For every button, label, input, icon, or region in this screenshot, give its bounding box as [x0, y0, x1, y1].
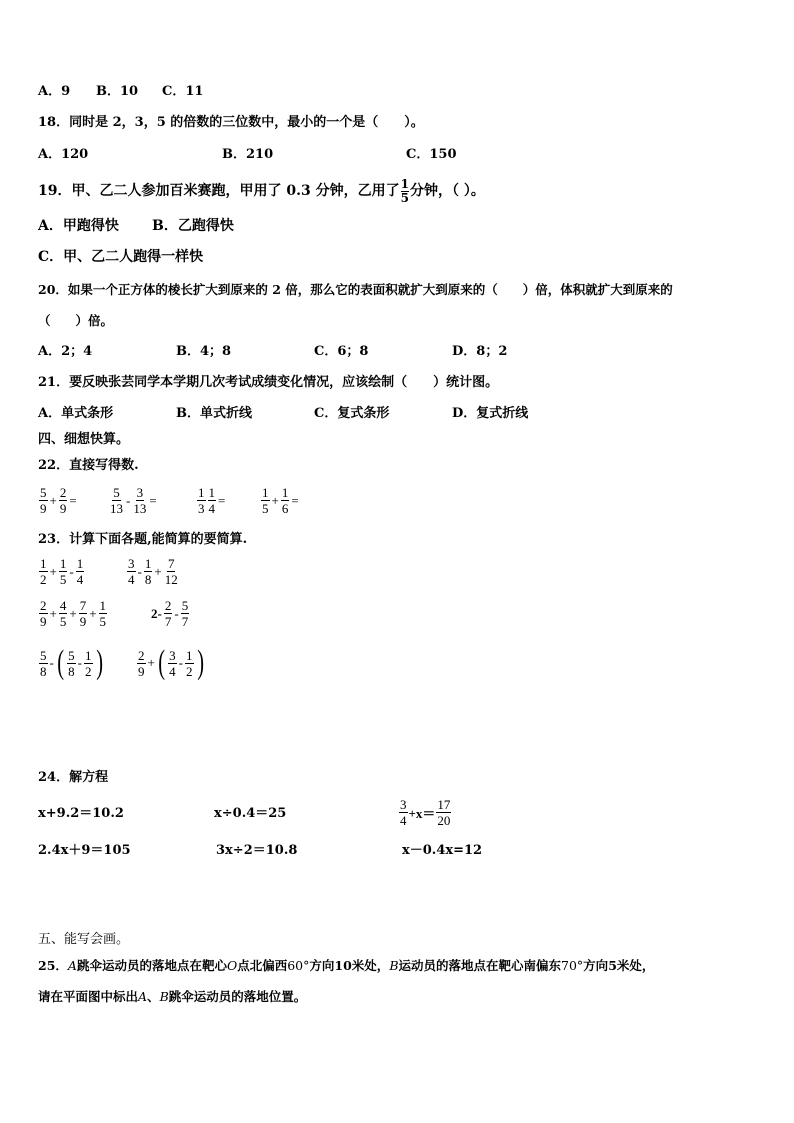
- equation: x÷0.4＝25: [214, 806, 287, 821]
- section-heading: 五、能写会画。: [38, 932, 130, 947]
- question-19-text-end: 分钟，（ ）。: [409, 183, 485, 199]
- question-25: 25．A跳伞运动员的落地点在靶心O点北偏西60°方向10米处，B运动员的落地点在靶心南偏东70°方向5米处，: [38, 958, 655, 973]
- question-24: 24．解方程: [38, 770, 109, 785]
- equation: 3x÷2＝10.8: [216, 843, 298, 858]
- question-23: 23．计算下面各题,能简算的要简算.: [38, 532, 248, 547]
- expression: 2- $\frac{2}{7}$ - $\frac{5}{7}$: [151, 598, 189, 629]
- option-b: B．10: [96, 84, 139, 99]
- option-c: C．150: [406, 147, 457, 162]
- question-20: 20．如果一个正方体的棱长扩大到原来的 2 倍，那么它的表面积就扩大到原来的（ ）倍，体积就扩大到原来的: [38, 282, 673, 297]
- question-21: 21．要反映张芸同学本学期几次考试成绩变化情况，应该绘制（ ）统计图。: [38, 375, 499, 390]
- expression: $\frac{3}{4}$ - $\frac{1}{8}$ + $\frac{7}{12}$: [128, 556, 178, 587]
- option-a: A．2；4: [38, 344, 93, 359]
- option-b: B．4；8: [176, 344, 232, 359]
- option-a: A．单式条形: [38, 406, 114, 421]
- expression: $\frac{1}{2}$ + $\frac{1}{5}$ - $\frac{1}{4}$: [40, 556, 84, 587]
- question-22: 22．直接写得数.: [38, 458, 139, 473]
- question-18: 18．同时是 2，3，5 的倍数的三位数中，最小的一个是（ ）。: [38, 115, 424, 130]
- question-19: [38, 176, 485, 206]
- question-20-cont: （ ）倍。: [38, 313, 114, 328]
- option-a: A．120: [38, 147, 89, 162]
- question-25-cont: 请在平面图中标出A、B跳伞运动员的落地位置。: [38, 989, 307, 1004]
- option-b: B．210: [222, 147, 274, 162]
- option-c: C．11: [162, 84, 204, 99]
- expression: $\frac{1}{3}$ $\frac{1}{4}$ =: [198, 485, 226, 516]
- question-19-text: 19．甲、乙二人参加百米赛跑，甲用了 0.3 分钟，乙用了: [38, 183, 400, 199]
- option-c: C．6；8: [314, 344, 369, 359]
- option-a: A．甲跑得快: [38, 218, 119, 234]
- option-c: C．复式条形: [314, 406, 390, 421]
- expression: $\frac{1}{5}$ + $\frac{1}{6}$ =: [262, 485, 299, 516]
- option-d: D．8；2: [452, 344, 508, 359]
- equation: x+9.2＝10.2: [38, 806, 124, 821]
- expression: $\frac{5}{13}$ - $\frac{3}{13}$ =: [110, 485, 157, 516]
- option-b: B．单式折线: [176, 406, 252, 421]
- section-heading: 四、细想快算。: [38, 432, 130, 447]
- expression: $\frac{2}{9}$ + ( $\frac{3}{4}$ - $\frac{1}{2}$ ): [138, 644, 204, 681]
- option-d: D．复式折线: [452, 406, 529, 421]
- equation: x－0.4x=12: [402, 843, 483, 858]
- option-c: C．甲、乙二人跑得一样快: [38, 249, 204, 265]
- option-a: A．9: [38, 84, 71, 99]
- expression: $\frac{5}{8}$ - ( $\frac{5}{8}$ - $\frac{1}{2}$ ): [40, 644, 103, 681]
- equation: 2.4x＋9＝105: [38, 843, 131, 858]
- equation: $\frac{3}{4}$ +x＝ $\frac{17}{20}$: [400, 797, 451, 828]
- fraction: $\frac{1}{5}$: [400, 176, 409, 205]
- expression: $\frac{2}{9}$ + $\frac{4}{5}$ + $\frac{7}{9}$ + $\frac{1}{5}$: [40, 598, 107, 629]
- option-b: B．乙跑得快: [152, 218, 234, 234]
- expression: $\frac{5}{9}$ + $\frac{2}{9}$ =: [40, 485, 77, 516]
